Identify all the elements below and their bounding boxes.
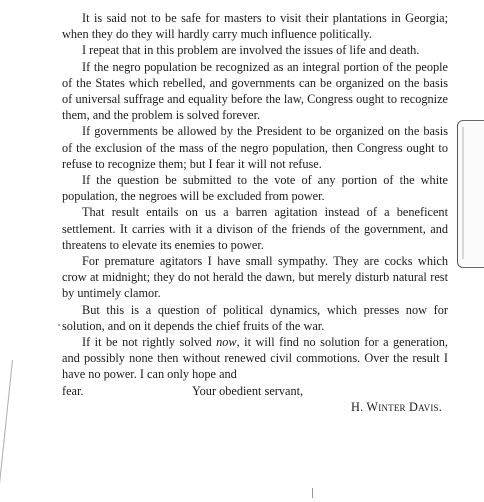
final-text-start: If it be not rightly solved <box>82 335 217 350</box>
page-edge-bracket <box>457 120 484 268</box>
signature: H. Winter Davis. <box>351 399 442 414</box>
paragraph-premature-agitators: For premature agitators I have small sympathy. They are cocks which crow at midnight; they do not herald the dawn, but merely disturb natural rest by untimely clamor. <box>62 254 448 301</box>
letter-body <box>62 10 448 415</box>
final-text-italic: now <box>216 335 237 350</box>
paragraph-plantations: It is said not to be safe for masters to visit their plantations in Georgia; when they do they will hardly carry much influence politically. <box>62 11 448 42</box>
paragraph-rightly-solved <box>62 334 448 383</box>
closing-fear: fear. <box>62 383 84 398</box>
paragraph-political-dynamics: But this is a question of political dynamics, which presses now for solution, and on it depends the chief fruits of the war. <box>62 302 448 333</box>
paragraph-barren-agitation: That result entails on us a barren agitation instead of a beneficent settlement. It carries with it a divison of the friends of the government, and threatens to elevate its enemies to power. <box>62 205 448 252</box>
closing-line <box>62 383 448 399</box>
paragraph-negro-population: If the negro population be recognized as an integral portion of the people of the States which rebelled, and governments can be organized on the basis of universal suffrage and equality before the law, Congress ought to recognize them, and the problem is solved forever. <box>62 59 448 123</box>
paragraph-governments-allowed: If governments be allowed by the President to be organized on the basis of the exclusion of the mass of the negro population, then Congress ought to refuse to recognize them; but I fear it will not refuse. <box>62 124 448 171</box>
bottom-pencil-tick <box>312 488 313 498</box>
page-edge-shadow <box>462 127 464 259</box>
paragraph-life-and-death: I repeat that in this problem are involved the issues of life and death. <box>82 43 420 58</box>
final-text-end: , it will find no solution for a generation, and possibly none then without renewed civil commotions. Over the result I have no power. I can only hope and <box>62 335 448 382</box>
margin-pencil-dot <box>58 324 60 326</box>
margin-pencil-line <box>0 360 13 499</box>
paragraph-question-submitted: If the question be submitted to the vote of any portion of the white population, the negroes will be excluded from power. <box>62 173 448 204</box>
closing-salutation: Your obedient servant, <box>192 383 304 398</box>
